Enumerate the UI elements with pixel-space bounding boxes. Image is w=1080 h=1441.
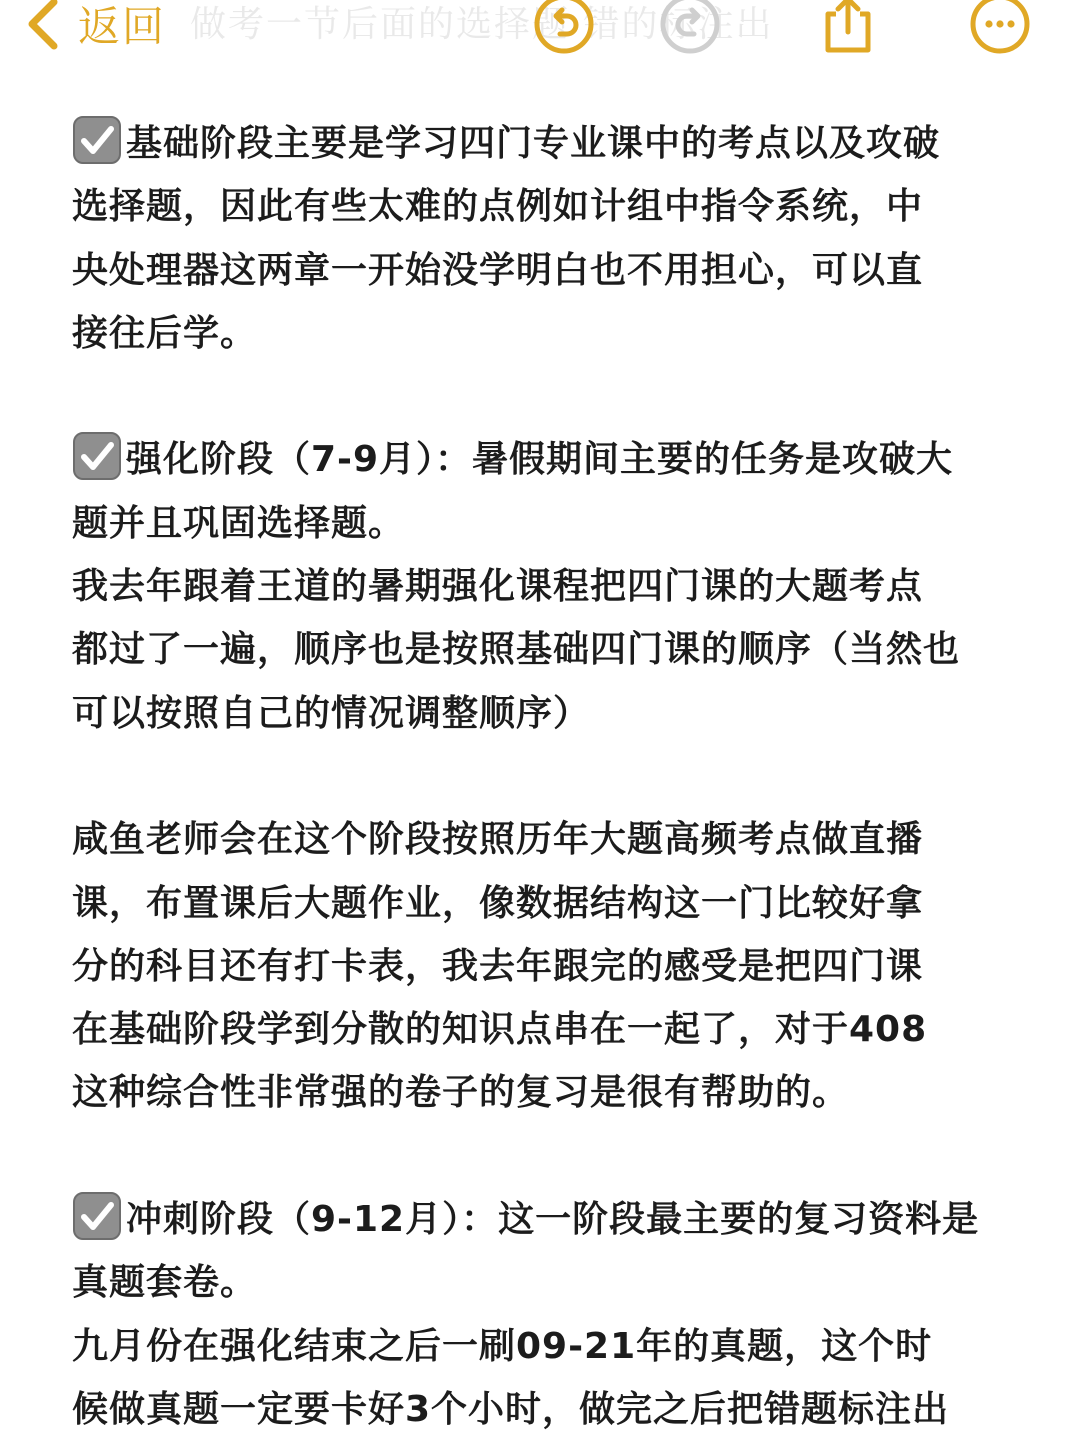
undo-icon[interactable] — [532, 0, 596, 56]
more-icon[interactable] — [968, 0, 1032, 56]
blank-line — [72, 1125, 1012, 1188]
note-line: 九月份在强化结束之后一刷09-21年的真题，这个时 — [72, 1325, 933, 1367]
note-line: 分的科目还有打卡表，我去年跟完的感受是把四门课 — [72, 945, 924, 987]
faded-note-title: 做考一节后面的选择题 错的标注出 — [190, 4, 774, 45]
chevron-left-icon — [22, 0, 66, 54]
note-line: 央处理器这两章一开始没学明白也不用担心，可以直 — [72, 249, 924, 291]
note-line: 真题套卷。 — [72, 1262, 258, 1304]
checkbox-checked-icon[interactable] — [72, 115, 122, 165]
note-line — [72, 1188, 1012, 1251]
note-line: 这种综合性非常强的卷子的复习是很有帮助的。 — [72, 1072, 850, 1114]
note-text: 基础阶段主要是学习四门专业课中的考点以及攻破 — [126, 123, 941, 164]
back-label: 返回 — [78, 2, 167, 51]
redo-icon[interactable] — [658, 0, 722, 56]
note-line: 候做真题一定要卡好3个小时，做完之后把错题标注出 — [72, 1388, 950, 1430]
note-line: 可以按照自己的情况调整顺序） — [72, 692, 591, 734]
note-body[interactable] — [72, 112, 1012, 1441]
checkbox-checked-icon[interactable] — [72, 431, 122, 481]
back-button[interactable] — [22, 0, 166, 54]
note-line: 在基础阶段学到分散的知识点串在一起了，对于408 — [72, 1009, 928, 1051]
note-line: 接往后学。 — [72, 312, 258, 354]
note-line: 课，布置课后大题作业，像数据结构这一门比较好拿 — [72, 882, 924, 924]
note-line: 咸鱼老师会在这个阶段按照历年大题高频考点做直播 — [72, 819, 924, 861]
blank-line — [72, 365, 1012, 428]
note-text: 强化阶段（7-9月）：暑假期间主要的任务是攻破大 — [126, 439, 954, 481]
checkbox-checked-icon[interactable] — [72, 1191, 122, 1241]
note-line: 选择题，因此有些太难的点例如计组中指令系统，中 — [72, 186, 924, 228]
note-line — [72, 112, 1012, 175]
blank-line — [72, 745, 1012, 808]
note-toolbar — [0, 0, 1080, 58]
note-line: 题并且巩固选择题。 — [72, 502, 406, 544]
note-line: 我去年跟着王道的暑期强化课程把四门课的大题考点 — [72, 566, 924, 608]
note-line — [72, 428, 1012, 491]
note-line: 都过了一遍，顺序也是按照基础四门课的顺序（当然也 — [72, 629, 961, 671]
share-icon[interactable] — [816, 0, 880, 56]
note-text: 冲刺阶段（9-12月）：这一阶段最主要的复习资料是 — [126, 1199, 980, 1241]
